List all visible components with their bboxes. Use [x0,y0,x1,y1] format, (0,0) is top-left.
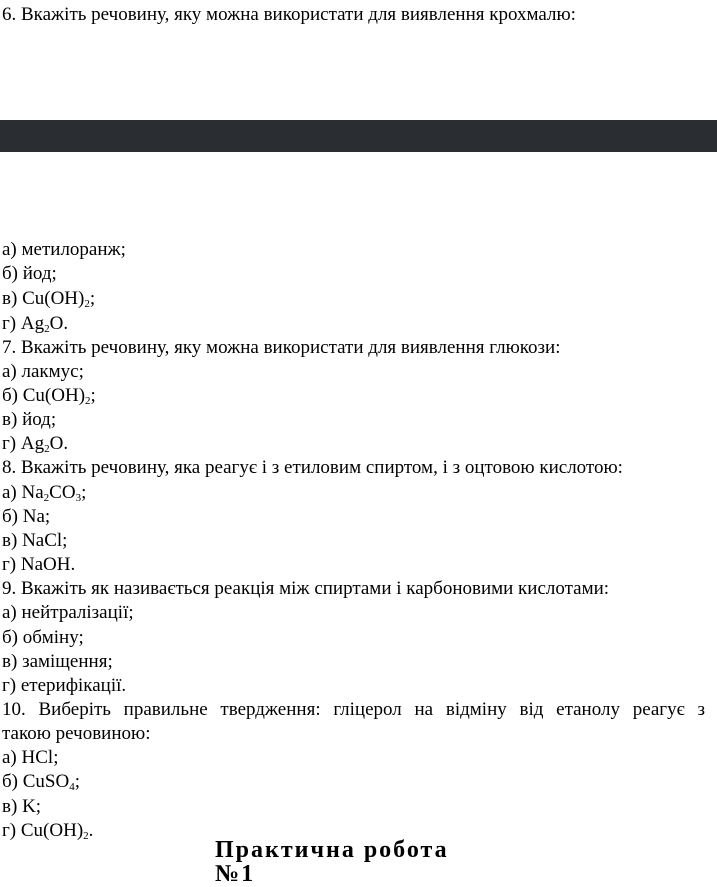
formula-subscript: 2 [43,492,50,504]
formula-subscript: 3 [75,492,82,504]
option-text: йод; [22,263,57,284]
formula-part: O. [49,433,69,454]
formula-subscript: 2 [44,443,50,455]
q9-option-a [2,601,134,625]
formula-part: Na [21,482,44,503]
option-text: заміщення; [22,651,113,672]
option-text: K; [22,796,42,817]
formula-part: ; [89,288,96,309]
formula-subscript: 2 [83,830,89,842]
q7-option-b [2,384,96,408]
formula-part: ; [74,771,80,792]
option-prefix: г) [2,820,17,841]
option-prefix: а) [2,602,17,623]
formula-part: ; [90,385,96,406]
formula-subscript: 2 [85,395,91,407]
question-9-text: Вкажіть як називається реакція між спиртами і карбоновими кислотами: [21,578,610,599]
question-10-number: 10. [2,699,26,720]
option-prefix: в) [2,409,18,430]
q8-option-a [2,481,86,505]
question-7 [2,336,560,360]
q10-option-d [2,819,93,843]
option-text: лакмус; [21,361,84,382]
formula-part: Ag [20,313,45,334]
option-prefix: в) [2,796,18,817]
question-6-number: 6. [2,4,17,25]
option-prefix: г) [2,675,17,696]
question-8-text: Вкажіть речовину, яка реагує і з етиловим спиртом, і з оцтовою кислотою: [21,457,623,478]
formula-part: Cu(OH) [20,820,84,841]
option-prefix: а) [2,239,17,260]
question-8-number: 8. [2,457,17,478]
question-8 [2,456,623,480]
formula-subscript: 2 [44,323,50,335]
option-prefix: а) [2,482,17,503]
option-prefix: г) [2,313,17,334]
formula-subscript: 2 [84,298,90,310]
q6-option-a [2,238,126,262]
question-10 [2,698,705,722]
option-prefix: г) [2,433,17,454]
option-text: йод; [22,409,57,430]
q7-option-a [2,360,84,384]
option-prefix: б) [2,506,18,527]
option-prefix: г) [2,554,17,575]
question-10-text-line1: Виберіть правильне твердження: гліцерол на відміну від етанолу реагує з [38,699,706,720]
option-text: NaOH. [20,554,76,575]
q6-option-c [2,287,95,311]
option-prefix: а) [2,747,17,768]
question-6 [2,3,576,27]
question-7-number: 7. [2,337,17,358]
question-6-text: Вкажіть речовину, яку можна використати для виявлення крохмалю: [21,4,576,25]
q10-option-b [2,770,80,794]
formula-part: CuSO [22,771,70,792]
option-prefix: б) [2,771,18,792]
q8-option-c [2,529,67,553]
q9-option-c [2,650,113,674]
q9-option-b [2,626,84,650]
option-text: Na; [22,506,51,527]
q8-option-b [2,505,50,529]
q8-option-d [2,553,75,577]
q7-option-c [2,408,56,432]
question-10-text-line2: такою речовиною: [2,723,151,744]
question-10-continued [2,722,150,746]
option-text: NaCl; [22,530,68,551]
q10-option-c [2,795,41,819]
clipped-heading-text: Практична робота №1 [215,837,449,887]
formula-part: Cu(OH) [22,288,85,309]
q7-option-d [2,432,68,456]
option-prefix: б) [2,627,18,648]
option-text: нейтралізації; [21,602,134,623]
formula-subscript: 4 [69,781,75,793]
q10-option-a [2,746,58,770]
option-prefix: в) [2,530,18,551]
question-7-text: Вкажіть речовину, яку можна використати для виявлення глюкози: [21,337,561,358]
option-prefix: б) [2,385,18,406]
option-text: етерифікації. [20,675,127,696]
clipped-heading [215,837,495,887]
q9-option-d [2,674,126,698]
option-prefix: в) [2,651,18,672]
formula-part: CO [49,482,76,503]
formula-part: . [88,820,94,841]
option-prefix: б) [2,263,18,284]
q6-option-b [2,262,57,286]
formula-part: O. [49,313,69,334]
option-text: обміну; [22,627,84,648]
question-9-number: 9. [2,578,17,599]
question-9 [2,577,609,601]
option-text: HCl; [21,747,59,768]
option-prefix: в) [2,288,18,309]
option-text: метилоранж; [21,239,126,260]
q6-option-d [2,312,68,336]
formula-part: Cu(OH) [22,385,86,406]
formula-part: ; [81,482,87,503]
dark-overlay-bar [0,120,717,152]
option-prefix: а) [2,361,17,382]
formula-part: Ag [20,433,45,454]
